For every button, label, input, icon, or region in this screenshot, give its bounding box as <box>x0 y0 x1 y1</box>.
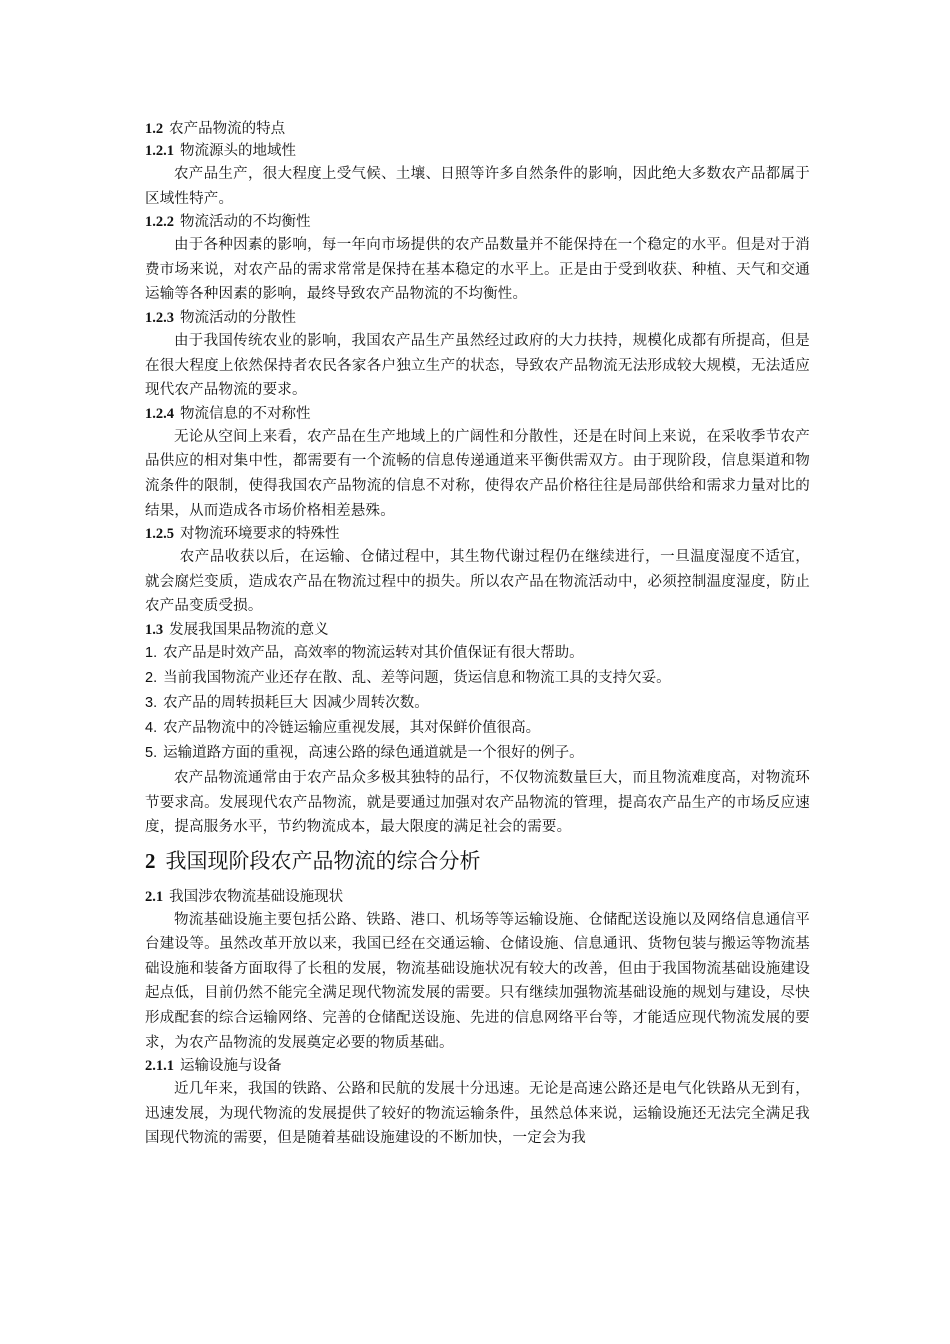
paragraph-1-2-1: 农产品生产，很大程度上受气候、土壤、日照等许多自然条件的影响，因此绝大多数农产品都属于区域性特产。 <box>145 166 810 207</box>
section-number: 2.1 <box>145 888 164 905</box>
list-item <box>145 716 810 741</box>
section-heading-1-2-3 <box>145 307 810 329</box>
section-heading-1-3 <box>145 619 810 641</box>
section-number: 1.2.2 <box>145 214 174 231</box>
paragraph-1-3: 农产品物流通常由于农产品众多极其独特的品行，不仅物流数量巨大，而且物流难度高，对物流环节要求高。发展现代农产品物流，就是要通过加强对农产品物流的管理，提高农产品生产的市场反应速度，提高服务水平，节约物流成本，最大限度的满足社会的需要。 <box>145 769 810 836</box>
list-number: 4. <box>145 719 158 736</box>
paragraph-1-2-3: 由于我国传统农业的影响，我国农产品生产虽然经过政府的大力扶持，规模化成都有所提高，但是在很大程度上依然保持者农民各家各户独立生产的状态，导致农产品物流无法形成较大规模，无法适应现代农产品物流的要求。 <box>145 332 810 399</box>
list-number: 5. <box>145 744 158 761</box>
paragraph-1-2-2: 由于各种因素的影响，每一年向市场提供的农产品数量并不能保持在一个稳定的水平。但是对于消费市场来说，对农产品的需求常常是保持在基本稳定的水平上。正是由于受到收获、种植、天气和交通运输等各种因素的影响，最终导致农产品物流的不均衡性。 <box>145 237 810 303</box>
section-number: 1.2.3 <box>145 309 174 326</box>
section-number: 1.2 <box>145 121 164 137</box>
section-title: 对物流环境要求的特殊性 <box>180 526 340 543</box>
list-text: 农产品物流中的冷链运输应重视发展，其对保鲜价值很高。 <box>163 719 541 736</box>
list-item <box>145 641 810 666</box>
paragraph-2-1: 物流基础设施主要包括公路、铁路、港口、机场等等运输设施、仓储配送设施以及网络信息通信平台建设等。虽然改革开放以来，我国已经在交通运输、仓储设施、信息通讯、货物包装与搬运等物流基础设施和装备方面取得了长租的发展，物流基础设施状况有较大的改善，但由于我国物流基础设施建设起点低，目前仍然不能完全满足现代物流发展的需要。只有继续加强物流基础设施的规划与建设，尽快形成配套的综合运输网络、完善的仓储配送设施、先进的信息网络平台等，才能适应现代物流发展的要求，为农产品物流的发展奠定必要的物质基础。 <box>145 911 810 1051</box>
section-number: 1.2.5 <box>145 526 174 543</box>
section-heading-1-2-1 <box>145 140 810 162</box>
chapter-title: 我国现阶段农产品物流的综合分析 <box>165 848 481 873</box>
section-title: 物流源头的地域性 <box>180 143 296 159</box>
list-item <box>145 741 810 766</box>
list-text: 运输道路方面的重视，高速公路的绿色通道就是一个很好的例子。 <box>163 744 584 761</box>
section-number: 1.2.1 <box>145 143 174 159</box>
section-heading-2-1 <box>145 886 810 908</box>
section-title: 物流活动的分散性 <box>180 309 296 326</box>
paragraph-1-2-4: 无论从空间上来看，农产品在生产地域上的广阔性和分散性，还是在时间上来说，在采收季节农产品供应的相对集中性，都需要有一个流畅的信息传递通道来平衡供需双方。由于现阶段，信息渠道和物流条件的限制，使得我国农产品物流的信息不对称，使得农产品价格往往是局部供给和需求力量对比的结果，从而造成各市场价格相差悬殊。 <box>145 428 810 519</box>
paragraph-2-1-1: 近几年来，我国的铁路、公路和民航的发展十分迅速。无论是高速公路还是电气化铁路从无到有，迅速发展，为现代物流的发展提供了较好的物流运输条件，虽然总体来说，运输设施还无法完全满足我国现代物流的需要，但是随着基础设施建设的不断加快，一定会为我 <box>145 1081 810 1147</box>
section-heading-2-1-1 <box>145 1055 810 1077</box>
section-title: 我国涉农物流基础设施现状 <box>169 888 344 905</box>
section-title: 发展我国果品物流的意义 <box>169 621 329 638</box>
list-number: 3. <box>145 694 158 711</box>
section-number: 1.2.4 <box>145 405 174 422</box>
section-number: 1.3 <box>145 621 164 638</box>
document-body <box>145 118 810 1151</box>
list-text: 农产品的周转损耗巨大 因减少周转次数。 <box>163 694 429 711</box>
list-number: 1. <box>145 644 158 661</box>
list-number: 2. <box>145 669 158 686</box>
significance-list <box>145 641 810 766</box>
paragraph-1-2-5: 农产品收获以后，在运输、仓储过程中，其生物代谢过程仍在继续进行，一旦温度湿度不适宜，就会腐烂变质，造成农产品在物流过程中的损失。所以农产品在物流活动中，必须控制温度湿度，防止农产品变质受损。 <box>145 549 810 615</box>
section-number: 2.1.1 <box>145 1058 174 1075</box>
chapter-number: 2 <box>145 848 156 873</box>
section-heading-1-2-2 <box>145 211 810 233</box>
list-item <box>145 666 810 691</box>
section-heading-1-2-5 <box>145 523 810 545</box>
list-text: 农产品是时效产品，高效率的物流运转对其价值保证有很大帮助。 <box>163 644 584 661</box>
section-title: 物流活动的不均衡性 <box>180 214 311 231</box>
section-title: 运输设施与设备 <box>180 1058 282 1075</box>
section-title: 农产品物流的特点 <box>169 121 286 137</box>
list-item <box>145 691 810 716</box>
chapter-heading-2 <box>145 846 810 876</box>
section-title: 物流信息的不对称性 <box>180 405 311 422</box>
section-heading-1-2-4 <box>145 403 810 425</box>
section-heading-1-2 <box>145 118 810 140</box>
list-text: 当前我国物流产业还存在散、乱、差等问题，货运信息和物流工具的支持欠妥。 <box>163 669 671 686</box>
